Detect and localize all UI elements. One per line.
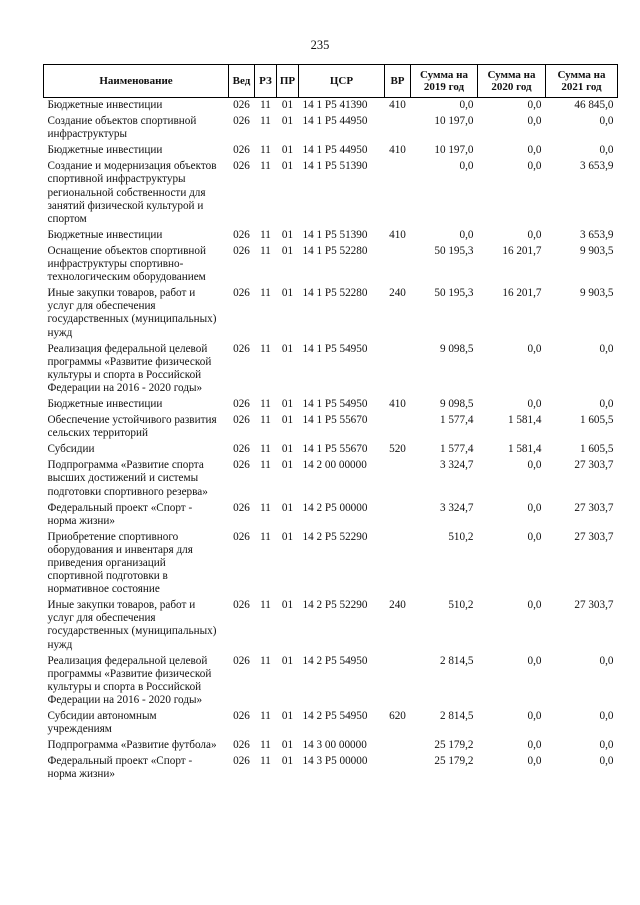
- row-pr: 01: [281, 144, 294, 157]
- row-sum-2019: 50 195,3: [434, 244, 474, 257]
- row-ved: 026: [233, 287, 250, 300]
- table-row: [44, 530, 618, 598]
- row-ved: 026: [233, 99, 250, 111]
- row-sum-2021: 0,0: [599, 342, 614, 355]
- header-vr: ВР: [385, 65, 411, 98]
- row-ved: 026: [233, 244, 250, 257]
- header-csr: ЦСР: [299, 65, 385, 98]
- table-row: [44, 286, 618, 341]
- table-row: [44, 442, 618, 458]
- row-vr: [385, 413, 411, 442]
- row-csr: 14 3 P5 00000: [302, 755, 368, 768]
- row-vr: [385, 159, 411, 227]
- row-sum-2019: 25 179,2: [434, 739, 474, 752]
- row-name: Подпрограмма «Развитие футбола»: [47, 739, 217, 752]
- row-vr: 410: [389, 397, 406, 410]
- budget-table: [43, 64, 618, 784]
- row-sum-2019: 9 098,5: [439, 342, 474, 355]
- row-csr: 14 1 P5 44950: [302, 144, 368, 157]
- row-vr: [385, 458, 411, 500]
- row-name: Бюджетные инвестиции: [47, 397, 163, 410]
- row-sum-2021: 9 903,5: [579, 287, 614, 300]
- row-name: Создание и модернизация объектов спортивной инфраструктуры региональной собственности для занятий физической культурой и спортом: [47, 160, 217, 225]
- row-pr: 01: [281, 397, 294, 410]
- row-name: Бюджетные инвестиции: [47, 99, 163, 111]
- row-rz: 11: [260, 443, 271, 456]
- row-sum-2021: 27 303,7: [574, 501, 614, 514]
- row-csr: 14 1 P5 51390: [302, 160, 368, 173]
- row-sum-2020: 0,0: [527, 228, 542, 241]
- row-csr: 14 2 P5 54950: [302, 710, 368, 723]
- row-sum-2019: 3 324,7: [439, 501, 474, 514]
- table-header-row: [44, 65, 618, 98]
- row-rz: 11: [260, 530, 271, 543]
- row-sum-2019: 0,0: [459, 99, 474, 111]
- row-name: Создание объектов спортивной инфраструктуры: [47, 115, 197, 141]
- row-rz: 11: [260, 501, 271, 514]
- row-rz: 11: [260, 710, 271, 723]
- row-sum-2021: 27 303,7: [574, 459, 614, 472]
- row-sum-2021: 3 653,9: [579, 228, 614, 241]
- row-sum-2019: 0,0: [459, 160, 474, 173]
- row-pr: 01: [281, 244, 294, 257]
- row-sum-2020: 16 201,7: [502, 244, 542, 257]
- row-name: Приобретение спортивного оборудования и инвентаря для приведения организаций спортивной подготовки в нормативное состояние: [47, 530, 193, 596]
- row-name: Реализация федеральной целевой программы «Развитие физической культуры и спорта в Российской Федерации на 2016 - 2020 годы»: [47, 342, 212, 394]
- header-name: Наименование: [44, 65, 229, 98]
- row-name: Федеральный проект «Спорт - норма жизни»: [47, 501, 193, 527]
- table-row: [44, 98, 618, 115]
- table-row: [44, 413, 618, 442]
- row-sum-2019: 10 197,0: [434, 144, 474, 157]
- row-name: Бюджетные инвестиции: [47, 228, 163, 241]
- row-ved: 026: [233, 459, 250, 472]
- row-pr: 01: [281, 287, 294, 300]
- row-csr: 14 1 P5 52280: [302, 244, 368, 257]
- row-ved: 026: [233, 397, 250, 410]
- row-pr: 01: [281, 755, 294, 768]
- row-vr: [385, 342, 411, 397]
- row-rz: 11: [260, 115, 271, 128]
- row-pr: 01: [281, 414, 294, 427]
- row-sum-2019: 25 179,2: [434, 755, 474, 768]
- row-rz: 11: [260, 755, 271, 768]
- row-sum-2019: 2 814,5: [439, 710, 474, 723]
- row-sum-2019: 510,2: [448, 599, 474, 612]
- row-rz: 11: [260, 654, 271, 667]
- row-sum-2021: 27 303,7: [574, 599, 614, 612]
- row-sum-2020: 0,0: [527, 501, 542, 514]
- table-row: [44, 598, 618, 653]
- row-name: Субсидии: [47, 443, 95, 456]
- row-ved: 026: [233, 599, 250, 612]
- table-row: [44, 143, 618, 159]
- row-csr: 14 1 P5 55670: [302, 443, 368, 456]
- row-sum-2020: 0,0: [527, 342, 542, 355]
- row-pr: 01: [281, 459, 294, 472]
- row-vr: 240: [389, 599, 406, 612]
- row-sum-2020: 16 201,7: [502, 287, 542, 300]
- row-csr: 14 2 P5 52290: [302, 599, 368, 612]
- header-sum-2019: Сумма на 2019 год: [411, 65, 478, 98]
- row-sum-2021: 0,0: [599, 144, 614, 157]
- row-sum-2019: 510,2: [448, 530, 474, 543]
- row-ved: 026: [233, 530, 250, 543]
- row-vr: [385, 530, 411, 598]
- row-sum-2020: 0,0: [527, 654, 542, 667]
- row-ved: 026: [233, 739, 250, 752]
- row-ved: 026: [233, 414, 250, 427]
- row-ved: 026: [233, 755, 250, 768]
- row-sum-2020: 0,0: [527, 99, 542, 111]
- row-name: Оснащение объектов спортивной инфраструктуры спортивно-технологическим оборудованием: [47, 244, 206, 284]
- row-vr: 240: [389, 287, 406, 300]
- row-sum-2021: 0,0: [599, 654, 614, 667]
- row-sum-2021: 1 605,5: [579, 443, 614, 456]
- row-sum-2020: 0,0: [527, 160, 542, 173]
- row-pr: 01: [281, 160, 294, 173]
- row-sum-2020: 0,0: [527, 530, 542, 543]
- row-pr: 01: [281, 342, 294, 355]
- row-sum-2019: 3 324,7: [439, 459, 474, 472]
- row-csr: 14 2 P5 54950: [302, 654, 368, 667]
- row-sum-2020: 1 581,4: [507, 443, 542, 456]
- row-csr: 14 2 00 00000: [302, 459, 367, 472]
- row-sum-2019: 50 195,3: [434, 287, 474, 300]
- header-pr: ПР: [277, 65, 299, 98]
- row-ved: 026: [233, 654, 250, 667]
- row-vr: 520: [389, 443, 406, 456]
- row-sum-2020: 0,0: [527, 739, 542, 752]
- row-vr: [385, 738, 411, 754]
- row-csr: 14 1 P5 51390: [302, 228, 368, 241]
- row-vr: [385, 501, 411, 530]
- row-csr: 14 1 P5 55670: [302, 414, 368, 427]
- row-rz: 11: [260, 397, 271, 410]
- page-number: 235: [310, 38, 330, 52]
- row-ved: 026: [233, 342, 250, 355]
- table-row: [44, 754, 618, 783]
- header-sum-2020: Сумма на 2020 год: [478, 65, 546, 98]
- row-vr: [385, 114, 411, 143]
- row-name: Федеральный проект «Спорт - норма жизни»: [47, 755, 193, 781]
- row-pr: 01: [281, 115, 294, 128]
- table-row: [44, 342, 618, 397]
- row-csr: 14 1 P5 52280: [302, 287, 368, 300]
- row-csr: 14 1 P5 41390: [302, 99, 368, 111]
- row-vr: [385, 654, 411, 709]
- row-csr: 14 1 P5 44950: [302, 115, 368, 128]
- row-sum-2020: 0,0: [527, 144, 542, 157]
- row-csr: 14 1 P5 54950: [302, 342, 368, 355]
- row-rz: 11: [260, 739, 271, 752]
- row-sum-2020: 0,0: [527, 397, 542, 410]
- row-rz: 11: [260, 99, 271, 111]
- row-pr: 01: [281, 654, 294, 667]
- row-ved: 026: [233, 443, 250, 456]
- row-sum-2021: 1 605,5: [579, 414, 614, 427]
- row-vr: 620: [389, 710, 406, 723]
- row-name: Иные закупки товаров, работ и услуг для обеспечения государственных (муниципальных) нужд: [47, 599, 217, 651]
- row-sum-2021: 46 845,0: [574, 99, 614, 111]
- table-row: [44, 458, 618, 500]
- row-name: Иные закупки товаров, работ и услуг для обеспечения государственных (муниципальных) нужд: [47, 287, 217, 339]
- row-sum-2020: 1 581,4: [507, 414, 542, 427]
- row-rz: 11: [260, 160, 271, 173]
- row-name: Обеспечение устойчивого развития сельских территорий: [47, 414, 217, 440]
- row-ved: 026: [233, 710, 250, 723]
- row-rz: 11: [260, 459, 271, 472]
- row-pr: 01: [281, 599, 294, 612]
- row-pr: 01: [281, 228, 294, 241]
- header-sum-2021: Сумма на 2021 год: [546, 65, 618, 98]
- row-rz: 11: [260, 599, 271, 612]
- row-ved: 026: [233, 501, 250, 514]
- row-name: Реализация федеральной целевой программы «Развитие физической культуры и спорта в Российской Федерации на 2016 - 2020 годы»: [47, 654, 212, 706]
- header-ved: Вед: [229, 65, 255, 98]
- row-sum-2019: 1 577,4: [439, 414, 474, 427]
- row-csr: 14 3 00 00000: [302, 739, 367, 752]
- row-sum-2021: 0,0: [599, 397, 614, 410]
- table-row: [44, 228, 618, 244]
- row-pr: 01: [281, 99, 294, 111]
- table-body: [44, 98, 618, 784]
- row-pr: 01: [281, 501, 294, 514]
- row-sum-2021: 0,0: [599, 739, 614, 752]
- row-sum-2021: 0,0: [599, 710, 614, 723]
- table-row: [44, 114, 618, 143]
- table-row: [44, 709, 618, 738]
- row-vr: 410: [389, 228, 406, 241]
- row-sum-2019: 1 577,4: [439, 443, 474, 456]
- row-pr: 01: [281, 710, 294, 723]
- row-sum-2021: 0,0: [599, 115, 614, 128]
- row-name: Подпрограмма «Развитие спорта высших достижений и системы подготовки спортивного резерва»: [47, 459, 208, 498]
- row-ved: 026: [233, 144, 250, 157]
- row-vr: 410: [389, 144, 406, 157]
- row-pr: 01: [281, 443, 294, 456]
- row-rz: 11: [260, 228, 271, 241]
- row-rz: 11: [260, 144, 271, 157]
- row-name: Субсидии автономным учреждениям: [47, 710, 157, 736]
- row-sum-2021: 3 653,9: [579, 160, 614, 173]
- row-ved: 026: [233, 160, 250, 173]
- row-sum-2020: 0,0: [527, 755, 542, 768]
- row-csr: 14 1 P5 54950: [302, 397, 368, 410]
- row-ved: 026: [233, 228, 250, 241]
- header-rz: РЗ: [255, 65, 277, 98]
- row-sum-2020: 0,0: [527, 115, 542, 128]
- row-sum-2019: 10 197,0: [434, 115, 474, 128]
- row-sum-2021: 27 303,7: [574, 530, 614, 543]
- row-vr: [385, 754, 411, 783]
- table-row: [44, 397, 618, 413]
- row-vr: 410: [389, 99, 406, 111]
- row-sum-2019: 2 814,5: [439, 654, 474, 667]
- row-pr: 01: [281, 530, 294, 543]
- row-csr: 14 2 P5 52290: [302, 530, 368, 543]
- table-row: [44, 501, 618, 530]
- row-sum-2021: 0,0: [599, 755, 614, 768]
- row-rz: 11: [260, 287, 271, 300]
- row-sum-2019: 0,0: [459, 228, 474, 241]
- table-row: [44, 159, 618, 227]
- row-sum-2020: 0,0: [527, 599, 542, 612]
- row-sum-2020: 0,0: [527, 459, 542, 472]
- table-row: [44, 244, 618, 286]
- table-row: [44, 654, 618, 709]
- row-ved: 026: [233, 115, 250, 128]
- table-row: [44, 738, 618, 754]
- row-sum-2020: 0,0: [527, 710, 542, 723]
- row-csr: 14 2 P5 00000: [302, 501, 368, 514]
- row-sum-2021: 9 903,5: [579, 244, 614, 257]
- row-rz: 11: [260, 244, 271, 257]
- row-name: Бюджетные инвестиции: [47, 144, 163, 157]
- row-sum-2019: 9 098,5: [439, 397, 474, 410]
- row-rz: 11: [260, 342, 271, 355]
- row-vr: [385, 244, 411, 286]
- row-pr: 01: [281, 739, 294, 752]
- row-rz: 11: [260, 414, 271, 427]
